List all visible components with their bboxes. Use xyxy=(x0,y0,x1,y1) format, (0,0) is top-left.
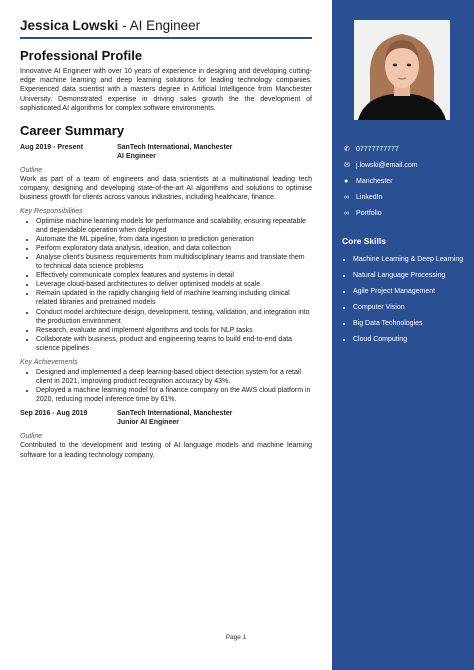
list-item: • Remain updated in the rapidly changing field of machine learning including clinical related libraries and pretrained models xyxy=(36,289,312,307)
job-entry-2 xyxy=(20,409,312,459)
list-item: • Cloud Computing xyxy=(353,335,474,345)
outline-label: Outline xyxy=(20,433,43,441)
contact-text[interactable]: Portfolio xyxy=(356,209,382,217)
job-title: AI Engineer xyxy=(129,18,201,33)
list-item: • Research, evaluate and implement algorithms and tools for NLP tasks xyxy=(36,326,312,335)
job-company: SanTech International, Manchester xyxy=(117,144,233,152)
contact-portfolio[interactable] xyxy=(344,205,418,221)
list-item: • Automate the ML pipeline, from data ingestion to prediction generation xyxy=(36,235,312,244)
responsibilities-list xyxy=(20,217,312,353)
achievements-label: Key Achievements xyxy=(20,359,78,367)
candidate-name: Jessica Lowski xyxy=(20,18,119,33)
contact-text: Manchester xyxy=(356,177,393,185)
resume-header xyxy=(20,18,312,33)
contact-text: 07777777777 xyxy=(356,145,399,153)
list-item: • Computer Vision xyxy=(353,303,474,313)
list-item: • Big Data Technologies xyxy=(353,319,474,329)
phone-icon: ✆ xyxy=(344,146,350,153)
responsibilities-label: Key Responsibilities xyxy=(20,207,83,215)
job-dates: Sep 2016 - Aug 2019 xyxy=(20,410,88,418)
job-header xyxy=(20,143,312,161)
list-item: • Optimise machine learning models for performance and scalability, ensuring repeatable and dependable operation when deployed xyxy=(36,217,312,235)
job-role: AI Engineer xyxy=(117,153,156,161)
contact-email[interactable] xyxy=(344,157,418,173)
list-item: • Deployed a machine learning model for a finance company on the AWS cloud platform in 2020, reducing model inference time by 61%. xyxy=(36,386,312,404)
profile-text: Innovative AI Engineer with over 10 years of experience in designing and developing cutting-edge machine learning and deep learning solutions for leading technology companies. Experienced data scientist with a masters degree in Artificial Intelligence from Manchester University. Demonstrated expertise in driving sales growth the the development of sophisticated AI algorithms for complex software environments. xyxy=(20,68,312,112)
outline-label: Outline xyxy=(20,167,43,175)
location-pin-icon: ● xyxy=(344,177,349,185)
list-item: • Collaborate with business, product and engineering teams to build end-to-end data science pipelines xyxy=(36,335,312,353)
contact-text[interactable]: LinkedIn xyxy=(356,193,383,201)
list-item: • Machine Learning & Deep Learning xyxy=(353,255,474,265)
main-column xyxy=(20,18,312,460)
profile-photo xyxy=(354,20,450,120)
job-header xyxy=(20,409,312,427)
career-heading: Career Summary xyxy=(20,123,125,139)
profile-heading: Professional Profile xyxy=(20,48,143,63)
job-role: Junior AI Engineer xyxy=(117,419,179,427)
list-item: • Analyse client's business requirements from multidisciplinary teams and translate them to technical data science problems xyxy=(36,253,312,271)
job-company: SanTech International, Manchester xyxy=(117,410,233,418)
job-outline: Contributed to the development and testing of AI language models and machine learning software for a leading technology company. xyxy=(20,442,312,459)
skills-list xyxy=(342,255,474,351)
link-icon: ∞ xyxy=(344,193,349,201)
link-icon: ∞ xyxy=(344,209,349,217)
list-item: • Designed and implemented a deep learning-based object detection system for a retail client in 2021, improving product recognition accuracy by 43%. xyxy=(36,368,312,386)
portrait-image xyxy=(354,20,450,120)
header-divider xyxy=(20,37,312,39)
list-item: • Natural Language Processing xyxy=(353,271,474,281)
list-item: • Agile Project Management xyxy=(353,287,474,297)
list-item: • Leverage cloud-based architectures to deliver optimised models at scale xyxy=(36,280,312,289)
header-separator: - xyxy=(118,18,130,33)
skills-heading: Core Skills xyxy=(342,236,386,246)
page-number: Page 1 xyxy=(225,634,247,641)
list-item: • Perform exploratory data analysis, ideation, and data collection xyxy=(36,244,312,253)
contact-location xyxy=(344,173,418,189)
contact-text[interactable]: j.lowski@email.com xyxy=(356,161,418,169)
job-entry-1 xyxy=(20,143,312,404)
email-icon: ✉ xyxy=(344,162,350,169)
list-item: • Effectively communicate complex features and systems in detail xyxy=(36,271,312,280)
sidebar xyxy=(332,0,474,670)
list-item: • Conduct model architecture design, development, testing, validation, and integration into the production environment xyxy=(36,308,312,326)
achievements-list xyxy=(20,368,312,404)
contact-list xyxy=(344,141,418,221)
job-outline: Work as part of a team of engineers and data scientists at a multinational leading tech company, designing and developing state-of-the-art AI algorithms and solutions to optimise business growth for clients across various industries, including healthcare, finance. xyxy=(20,176,312,202)
contact-phone xyxy=(344,141,418,157)
job-dates: Aug 2019 - Present xyxy=(20,144,84,152)
contact-linkedin[interactable] xyxy=(344,189,418,205)
